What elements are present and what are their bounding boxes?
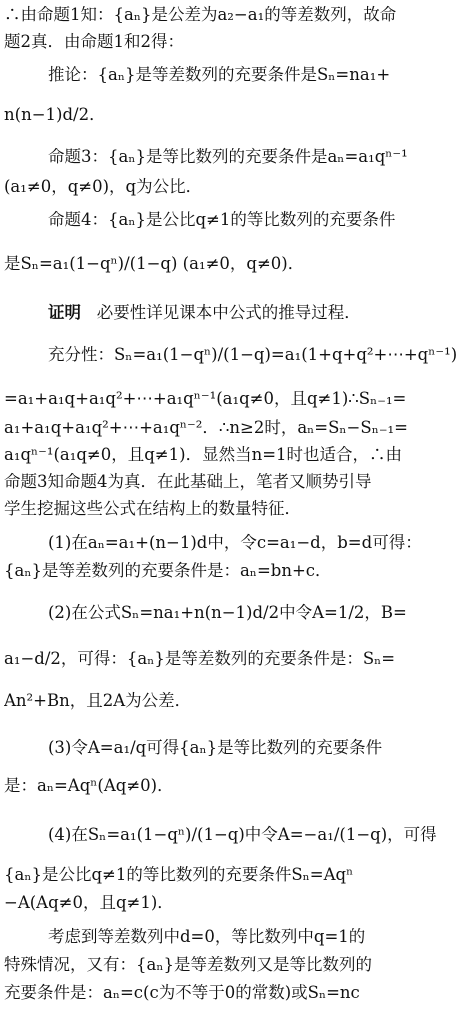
text-line: 是：aₙ=Aqⁿ(Aq≠0)． [4, 776, 174, 795]
text-line: (2)在公式Sₙ=na₁+n(n−1)d/2中令A=1/2，B= [48, 603, 407, 622]
text-line: 充要条件是：aₙ=c(c为不等于0的常数)或Sₙ=nc [4, 983, 360, 1002]
text-line: (a₁≠0，q≠0)，q为公比． [4, 177, 203, 196]
text-line: 学生挖掘这些公式在结构上的数量特征． [4, 499, 301, 518]
proof-paragraph [48, 302, 466, 324]
text-line: a₁−d/2，可得：{aₙ}是等差数列的充要条件是：Sₙ= [4, 649, 396, 668]
text-line: a₁+a₁q+a₁q²+⋯+a₁qⁿ⁻²．∴n≥2时，aₙ=Sₙ−Sₙ₋₁= [4, 418, 408, 437]
text-line: −A(Aq≠0，且q≠1)． [4, 893, 174, 912]
text-line: ∴由命题1知：{aₙ}是公差为a₂−a₁的等差数列，故命 [4, 5, 397, 24]
text-line: (1)在aₙ=a₁+(n−1)d中，令c=a₁−d，b=d可得： [48, 533, 422, 552]
text-line: a₁qⁿ⁻¹(a₁q≠0，且q≠1)．显然当n=1时也适合，∴由 [4, 445, 403, 464]
proof-label: 证明 [48, 303, 81, 322]
text-line: 考虑到等差数列中d=0，等比数列中q=1的 [48, 927, 366, 946]
text-line: An²+Bn，且2A为公差． [4, 691, 192, 710]
text-line: (3)令A=a₁/q可得{aₙ}是等比数列的充要条件 [48, 738, 383, 757]
text-line: 命题3知命题4为真．在此基础上，笔者又顺势引导 [4, 472, 372, 491]
text-line: =a₁+a₁q+a₁q²+⋯+a₁qⁿ⁻¹(a₁q≠0，且q≠1)∴Sₙ₋₁= [4, 389, 407, 408]
text-line: 特殊情况，又有：{aₙ}是等差数列又是等比数列的 [4, 955, 372, 974]
text-line: 充分性：Sₙ=a₁(1−qⁿ)/(1−q)=a₁(1+q+q²+⋯+qⁿ⁻¹) [48, 345, 458, 364]
text-line: 必要性详见课本中公式的推导过程． [96, 303, 361, 322]
text-line: {aₙ}是公比q≠1的等比数列的充要条件Sₙ=Aqⁿ [4, 865, 354, 884]
text-line: 推论：{aₙ}是等差数列的充要条件是Sₙ=na₁+ [48, 65, 391, 84]
text-line: 题2真．由命题1和2得： [4, 32, 184, 51]
text-line: 是Sₙ=a₁(1−qⁿ)/(1−q) (a₁≠0，q≠0)． [4, 254, 305, 273]
text-line: n(n−1)d/2． [4, 105, 106, 124]
text-line: 命题4：{aₙ}是公比q≠1的等比数列的充要条件 [48, 210, 396, 229]
text-line: {aₙ}是等差数列的充要条件是：aₙ=bn+c． [4, 561, 332, 580]
text-line: 命题3：{aₙ}是等比数列的充要条件是aₙ=a₁qⁿ⁻¹ [48, 147, 408, 166]
text-line: (4)在Sₙ=a₁(1−qⁿ)/(1−q)中令A=−a₁/(1−q)，可得 [48, 825, 437, 844]
